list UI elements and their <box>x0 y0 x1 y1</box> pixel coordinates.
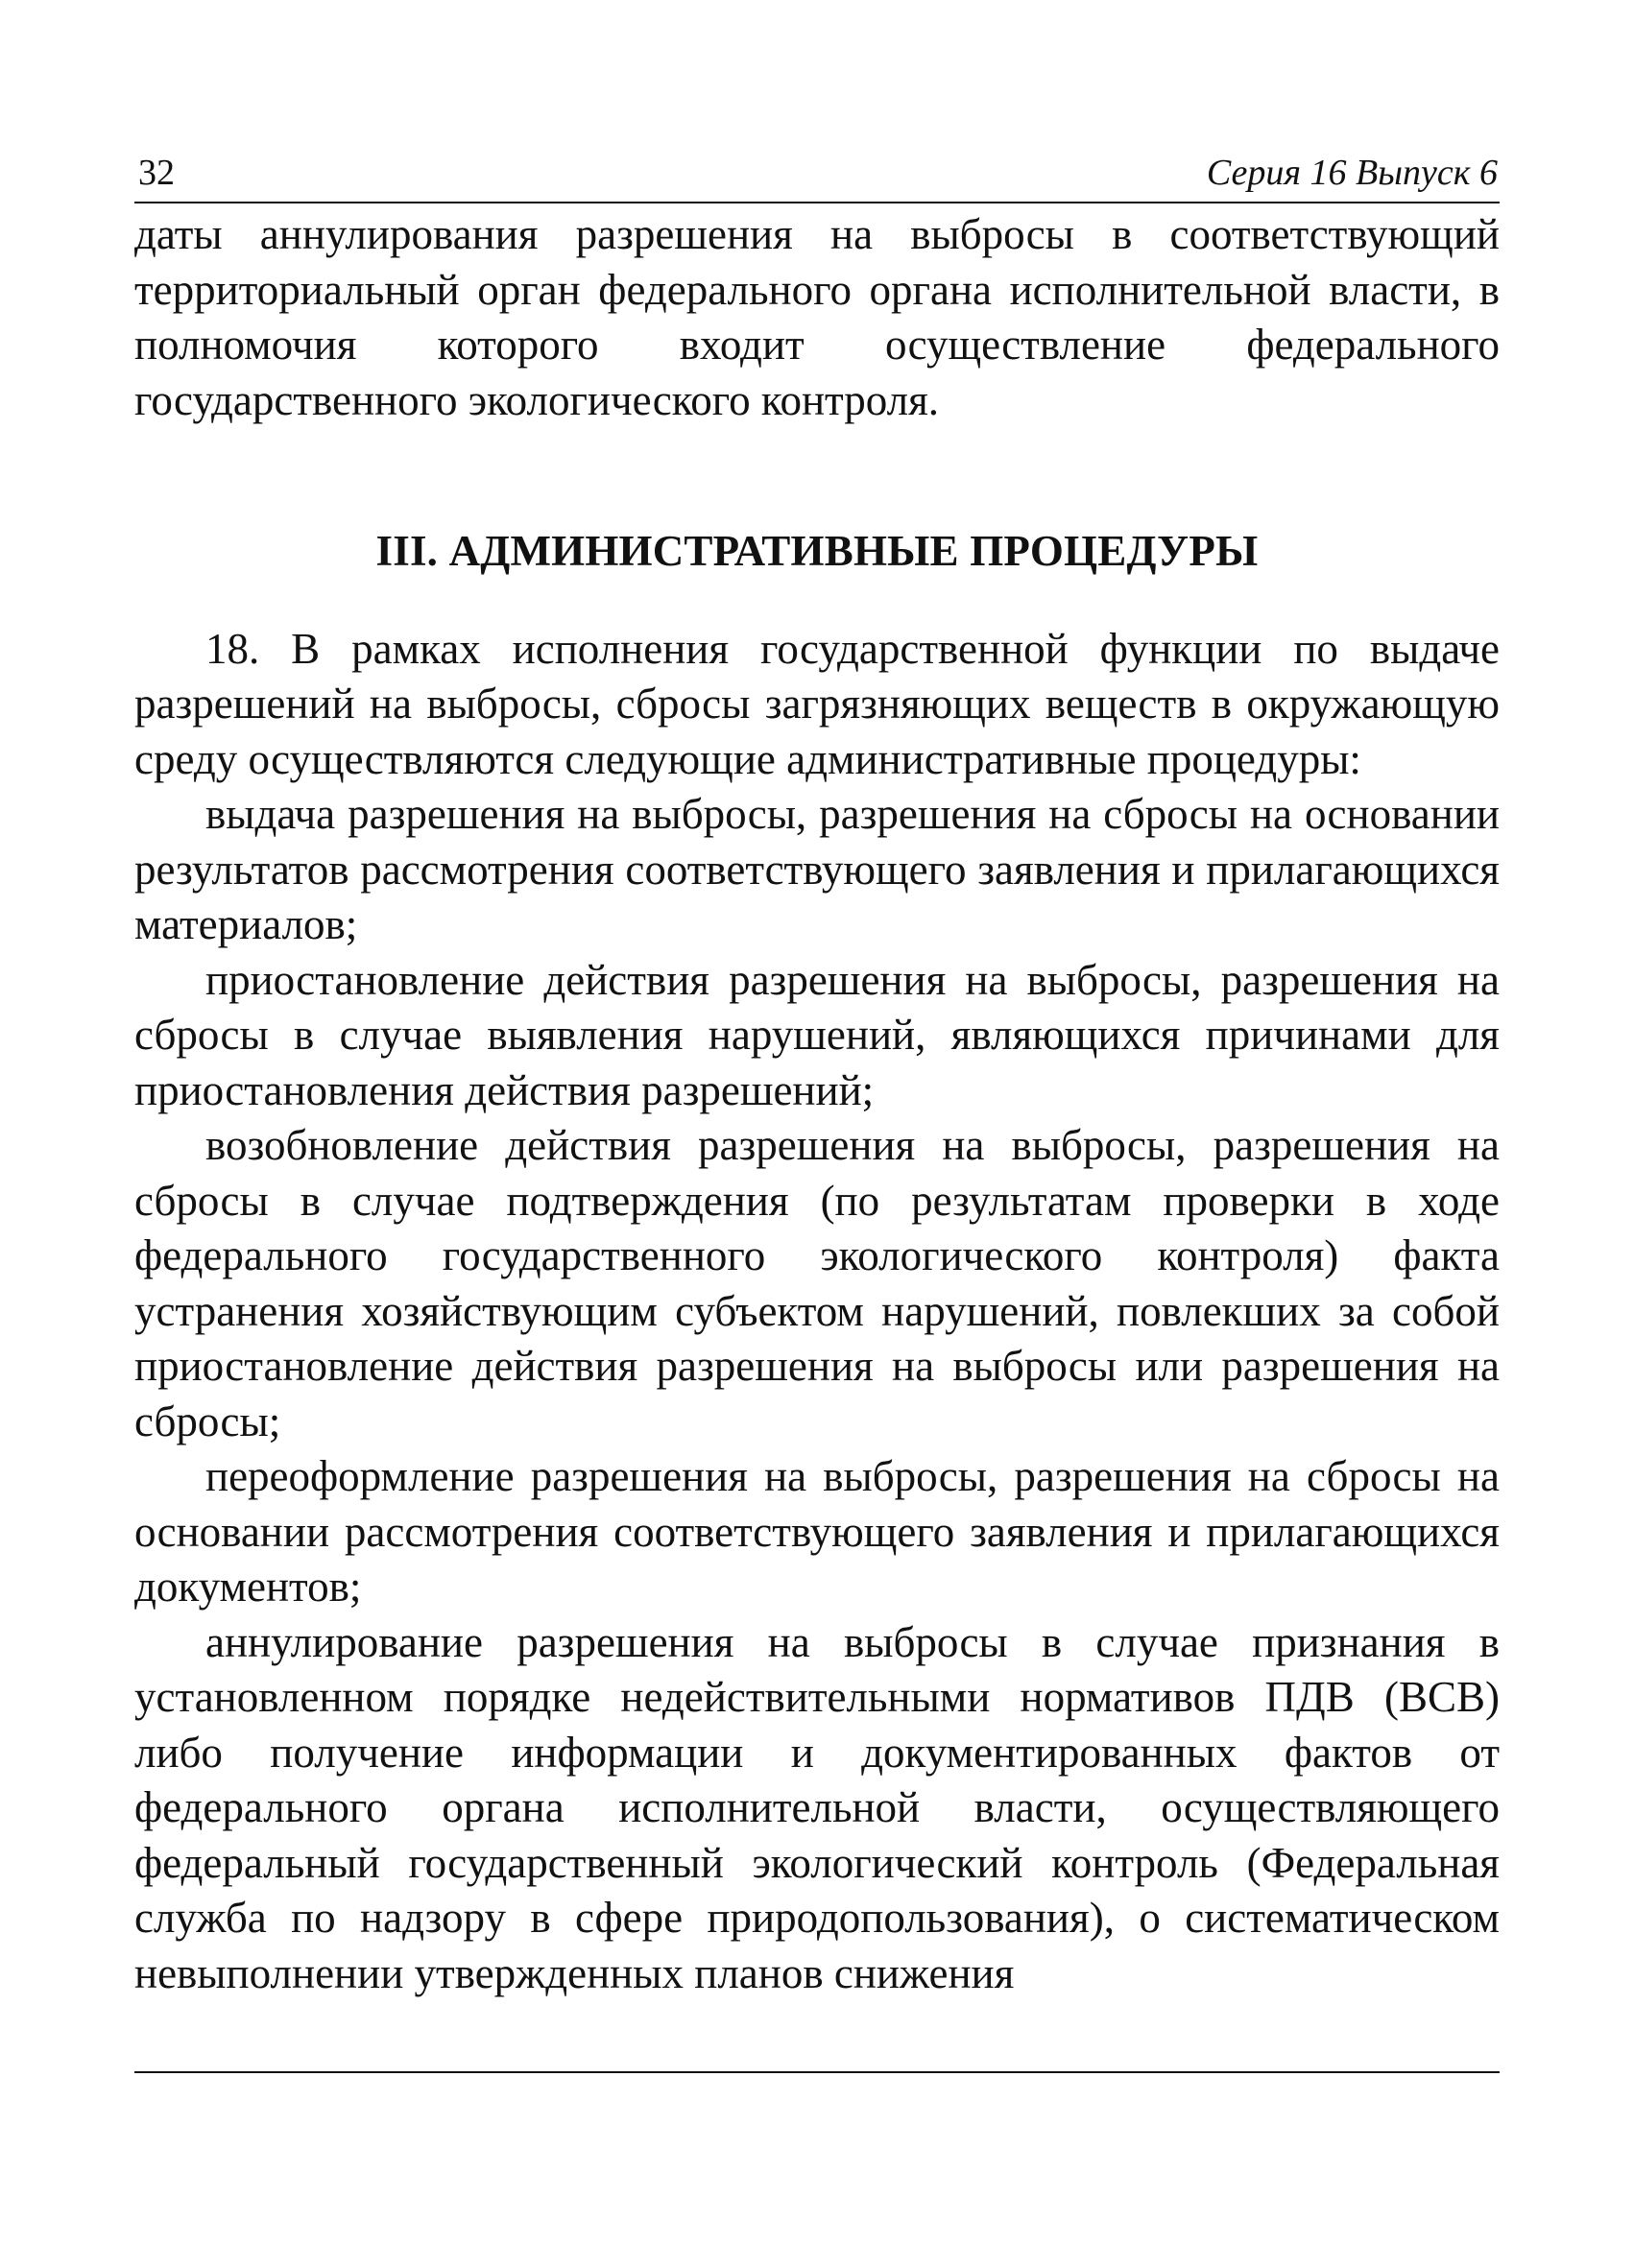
section-heading: III. АДМИНИСТРАТИВНЫЕ ПРОЦЕДУРЫ <box>375 527 1259 575</box>
footer-rule <box>134 2071 1500 2073</box>
document-page <box>134 144 1500 2001</box>
paragraph-18-intro: 18. В рамках исполнения государственной функции по выдаче разрешений на выбросы, сбросы загрязняющих веществ в окружающую среду осуществляются следующие административные процедуры: <box>134 624 1500 783</box>
paragraph-reissue: переоформление разрешения на выбросы, разрешения на сбросы на основании рассмотрения соответствующего заявления и прилагающихся документов; <box>134 1452 1500 1611</box>
paragraph-suspension: приостановление действия разрешения на выбросы, разрешения на сбросы в случае выявления нарушений, являющихся причинами для приостановления действия разрешений; <box>134 955 1500 1114</box>
paragraph-resumption: возобновление действия разрешения на выбросы, разрешения на сбросы в случае подтверждения (по результатам проверки в ходе федерального государственного экологического контроля) факта устранения хозяйствующим субъектом нарушений, повлекших за собой приостановление действия разрешения на выбросы или разрешения на сбросы; <box>134 1121 1500 1445</box>
continuation-paragraph: даты аннулирования разрешения на выбросы в соответствующий территориальный орган федерального органа исполнительной власти, в полномочия которого входит осуществление федерального государственного экологического контроля. <box>134 210 1500 424</box>
series-info: Серия 16 Выпуск 6 <box>1206 153 1498 193</box>
running-header <box>134 144 1500 203</box>
body-text <box>134 207 1500 2001</box>
paragraph-annulment: аннулирование разрешения на выбросы в случае признания в установленном порядке недействительными нормативов ПДВ (ВСВ) либо получение информации и документированных фактов от федерального органа исполнительной власти, осуществляющего федеральный государственный экологический контроль (Федеральная служба по надзору в сфере природопользования), о систематическом невыполнении утвержденных планов снижения <box>134 1617 1500 1997</box>
page-number: 32 <box>138 153 175 193</box>
paragraph-issuance: выдача разрешения на выбросы, разрешения на сбросы на основании результатов рассмотрения соответствующего заявления и прилагающихся материалов; <box>134 790 1500 948</box>
